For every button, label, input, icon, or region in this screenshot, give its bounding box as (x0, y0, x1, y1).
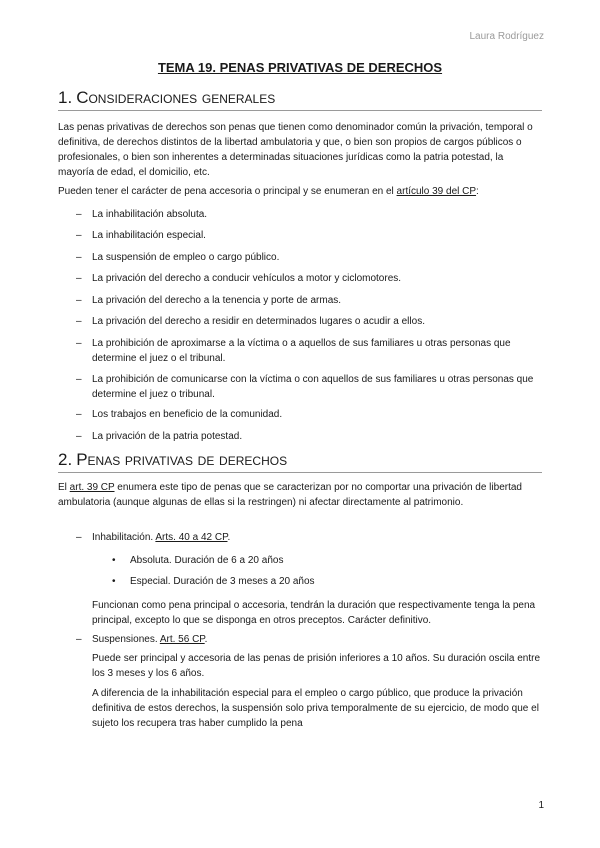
section-2-intro (58, 480, 542, 510)
list-item (76, 314, 542, 329)
list-item-text: La privación del derecho a residir en determinados lugares o acudir a ellos. (92, 316, 425, 327)
dash-marker: – (76, 532, 82, 543)
section-2-intro-post: enumera este tipo de penas que se caracterizan por no comportar una privación de libertad ambulatoria (aunque algunas de ellas si la restringen) ni afectar directamente al patrimonio. (58, 482, 522, 508)
list-item (76, 293, 542, 308)
dash-marker: – (76, 209, 82, 220)
section-1-title: Consideraciones generales (76, 88, 276, 107)
dash-marker: – (76, 316, 82, 327)
list-item (76, 372, 542, 402)
section-2-title: Penas privativas de derechos (76, 450, 288, 469)
suspensiones-end: . (204, 634, 208, 645)
list-item-text: La prohibición de aproximarse a la víctima o a aquellos de sus familiares u otras personas que determine el juez o el tribunal. (92, 338, 511, 364)
list-item-text: La inhabilitación absoluta. (92, 209, 208, 220)
bullet-item (112, 553, 542, 568)
suspensiones-label: Suspensiones. (92, 634, 160, 645)
section-1-heading (58, 88, 542, 111)
list-item-text: Los trabajos en beneficio de la comunidad. (92, 409, 283, 420)
inhabilitacion-paragraph: Funcionan como pena principal o accesoria, tendrán la duración que respectivamente tenga la pena principal, excepto lo que se disponga en otros preceptos. Carácter definitivo. (92, 600, 536, 626)
inhabilitacion-label: Inhabilitación. (92, 532, 156, 543)
section-2-number: 2. (58, 450, 73, 469)
dash-marker: – (76, 634, 82, 645)
bullet-marker: • (112, 555, 116, 566)
list-item (76, 250, 542, 265)
bullet-item (112, 574, 542, 589)
dash-marker: – (76, 295, 82, 306)
suspensiones-text (92, 632, 542, 647)
dash-marker: – (76, 338, 82, 349)
dash-marker: – (76, 409, 82, 420)
section-1-lead-text: Pueden tener el carácter de pena accesoria o principal y se enumeran en el (58, 186, 397, 197)
dash-marker: – (76, 431, 82, 442)
section-1-lead-end: : (476, 186, 479, 197)
dash-marker: – (76, 374, 82, 385)
inhabilitacion-end: . (227, 532, 231, 543)
bullet-marker: • (112, 576, 116, 587)
list-item (76, 407, 542, 422)
list-item-text: La inhabilitación especial. (92, 230, 206, 241)
page-title: TEMA 19. PENAS PRIVATIVAS DE DERECHOS (157, 60, 443, 75)
list-item-text: La suspensión de empleo o cargo público. (92, 252, 280, 263)
arts-40-42-link[interactable]: Arts. 40 a 42 CP (155, 532, 228, 543)
list-item-text: La privación del derecho a la tenencia y porte de armas. (92, 295, 342, 306)
inhabilitacion-item (76, 530, 542, 545)
section-1-lead (58, 184, 542, 199)
list-item-text: La privación de la patria potestad. (92, 431, 243, 442)
list-item (76, 271, 542, 286)
suspensiones-paragraph-1: Puede ser principal y accesoria de las penas de prisión inferiores a 10 años. Su duración oscila entre los 3 meses y los 6 años. (92, 653, 541, 679)
header-author: Laura Rodríguez (469, 31, 544, 42)
section-1-intro: Las penas privativas de derechos son penas que tienen como denominador común la privación, temporal o definitiva, de derechos distintos de la libertad ambulatoria y que, o bien son propios de cargos públicos o profesionales, o bien son inherentes a determinadas situaciones jurídicas como la patria potestad, la mayoría de edad, el domicilio, etc. (58, 122, 533, 178)
list-item-text: La prohibición de comunicarse con la víctima o con aquellos de sus familiares u otras personas que determine el juez o tribunal. (92, 374, 534, 400)
dash-marker: – (76, 230, 82, 241)
list-item (76, 336, 542, 366)
section-2-heading (58, 450, 542, 473)
art-39-link[interactable]: art. 39 CP (69, 482, 115, 493)
section-1-number: 1. (58, 88, 73, 107)
list-item-text: La privación del derecho a conducir vehículos a motor y ciclomotores. (92, 273, 402, 284)
art-56-link[interactable]: Art. 56 CP (159, 634, 205, 645)
bullet-item-text: Especial. Duración de 3 meses a 20 años (130, 576, 315, 587)
page-number: 1 (538, 800, 544, 811)
dash-marker: – (76, 273, 82, 284)
article-39-link[interactable]: artículo 39 del CP (396, 186, 477, 197)
list-item (76, 228, 542, 243)
suspensiones-item (76, 632, 542, 647)
suspensiones-paragraph-2: A diferencia de la inhabilitación especial para el empleo o cargo público, que produce la privación definitiva de estos derechos, la suspensión solo priva temporalmente de su ejercicio, de modo que el sujeto los recupera tras haber cumplido la pena (92, 688, 539, 729)
list-item (76, 429, 542, 444)
bullet-item-text: Absoluta. Duración de 6 a 20 años (130, 555, 284, 566)
list-item (76, 207, 542, 222)
section-2-intro-pre: El (58, 482, 70, 493)
dash-marker: – (76, 252, 82, 263)
inhabilitacion-text (92, 530, 542, 545)
